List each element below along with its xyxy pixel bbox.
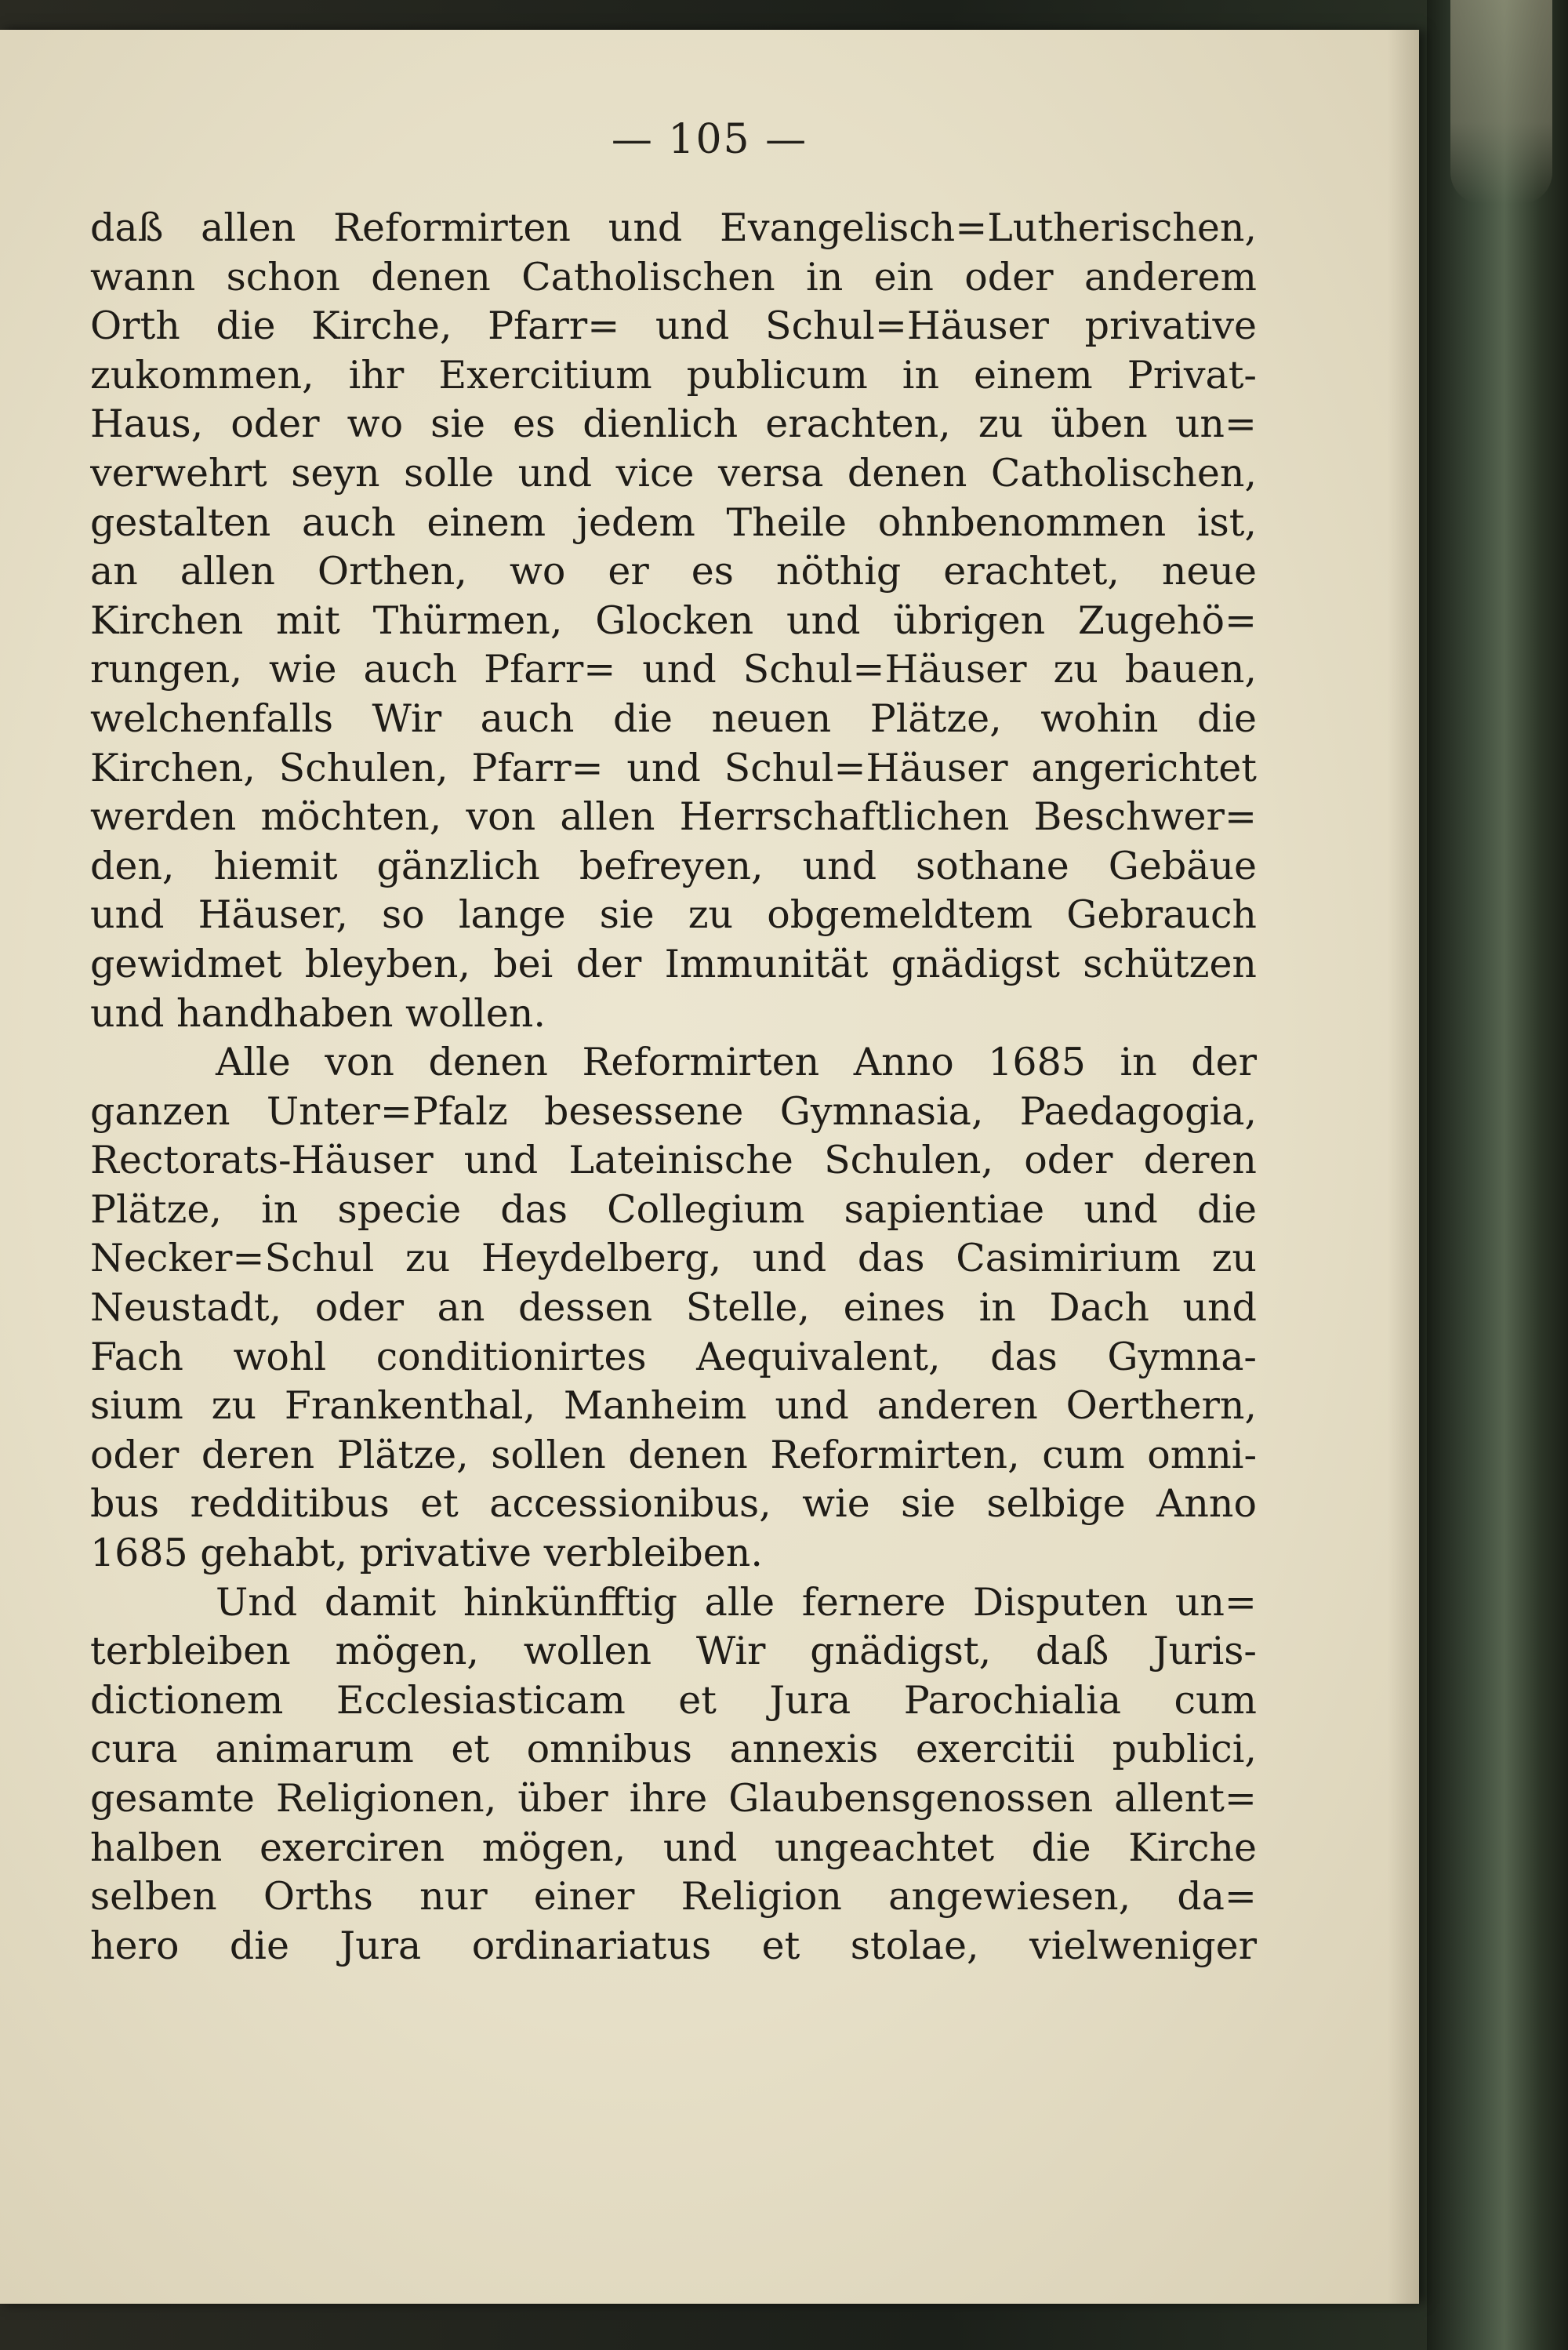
text-line: halben exerciren mögen, und ungeachtet die Kirche: [90, 1825, 1257, 1870]
text-line: Necker=Schul zu Heydelberg, und das Casimirium zu: [90, 1236, 1257, 1281]
body-text: [90, 204, 1257, 1970]
text-line: Kirchen, Schulen, Pfarr= und Schul=Häuser angerichtet: [90, 745, 1257, 790]
text-line: wann schon denen Catholischen in ein oder anderem: [90, 254, 1257, 300]
text-line: gestalten auch einem jedem Theile ohnbenommen ist,: [90, 499, 1257, 545]
text-line: an allen Orthen, wo er es nöthig erachtet, neue: [90, 549, 1257, 594]
text-line: daß allen Reformirten und Evangelisch=Lutherischen,: [90, 205, 1257, 250]
text-line: und Häuser, so lange sie zu obgemeldtem Gebrauch: [90, 892, 1257, 938]
text-line: verwehrt seyn solle und vice versa denen Catholischen,: [90, 450, 1257, 496]
paragraph-start-line: Und damit hinkünfftig alle fernere Disputen un=: [216, 1579, 1257, 1625]
spine-worn-edge: [1450, 0, 1552, 204]
text-line: Orth die Kirche, Pfarr= und Schul=Häuser privative: [90, 303, 1257, 349]
text-line: Plätze, in specie das Collegium sapientiae und die: [90, 1186, 1257, 1232]
text-line: 1685 gehabt, privative verbleiben.: [90, 1531, 763, 1576]
paragraph-start-line: Alle von denen Reformirten Anno 1685 in der: [216, 1040, 1257, 1085]
text-line: rungen, wie auch Pfarr= und Schul=Häuser zu bauen,: [90, 647, 1257, 692]
text-line: den, hiemit gänzlich befreyen, und sothane Gebäue: [90, 843, 1257, 888]
text-line: sium zu Frankenthal, Manheim und anderen Oerthern,: [90, 1383, 1257, 1429]
text-line: Fach wohl conditionirtes Aequivalent, das Gymna-: [90, 1334, 1257, 1379]
text-line: selben Orths nur einer Religion angewiesen, da=: [90, 1874, 1257, 1920]
text-line: Haus, oder wo sie es dienlich erachten, zu üben un=: [90, 401, 1257, 447]
text-line: gewidmet bleyben, bei der Immunität gnädigst schützen: [90, 941, 1257, 986]
text-line: welchenfalls Wir auch die neuen Plätze, wohin die: [90, 696, 1257, 741]
text-line: werden möchten, von allen Herrschaftlichen Beschwer=: [90, 794, 1257, 840]
book-page: [0, 30, 1419, 2304]
text-line: Kirchen mit Thürmen, Glocken und übrigen Zugehö=: [90, 597, 1257, 643]
text-line: ganzen Unter=Pfalz besessene Gymnasia, Paedagogia,: [90, 1088, 1257, 1134]
text-line: und handhaben wollen.: [90, 990, 546, 1036]
text-line: oder deren Plätze, sollen denen Reformirten, cum omni-: [90, 1432, 1257, 1477]
text-line: bus redditibus et accessionibus, wie sie selbige Anno: [90, 1481, 1257, 1527]
text-line: Neustadt, oder an dessen Stelle, eines in Dach und: [90, 1285, 1257, 1331]
text-line: Rectorats-Häuser und Lateinische Schulen, oder deren: [90, 1138, 1257, 1183]
text-line: hero die Jura ordinariatus et stolae, vielweniger: [90, 1923, 1257, 1968]
text-line: terbleiben mögen, wollen Wir gnädigst, daß Juris-: [90, 1629, 1257, 1674]
text-line: gesamte Religionen, über ihre Glaubensgenossen allent=: [90, 1776, 1257, 1821]
text-line: cura animarum et omnibus annexis exercitii publici,: [90, 1727, 1257, 1772]
text-line: zukommen, ihr Exercitium publicum in einem Privat-: [90, 352, 1257, 398]
book-spine: [1427, 0, 1568, 2350]
page-number: — 105 —: [611, 116, 808, 163]
text-line: dictionem Ecclesiasticam et Jura Parochialia cum: [90, 1677, 1257, 1723]
